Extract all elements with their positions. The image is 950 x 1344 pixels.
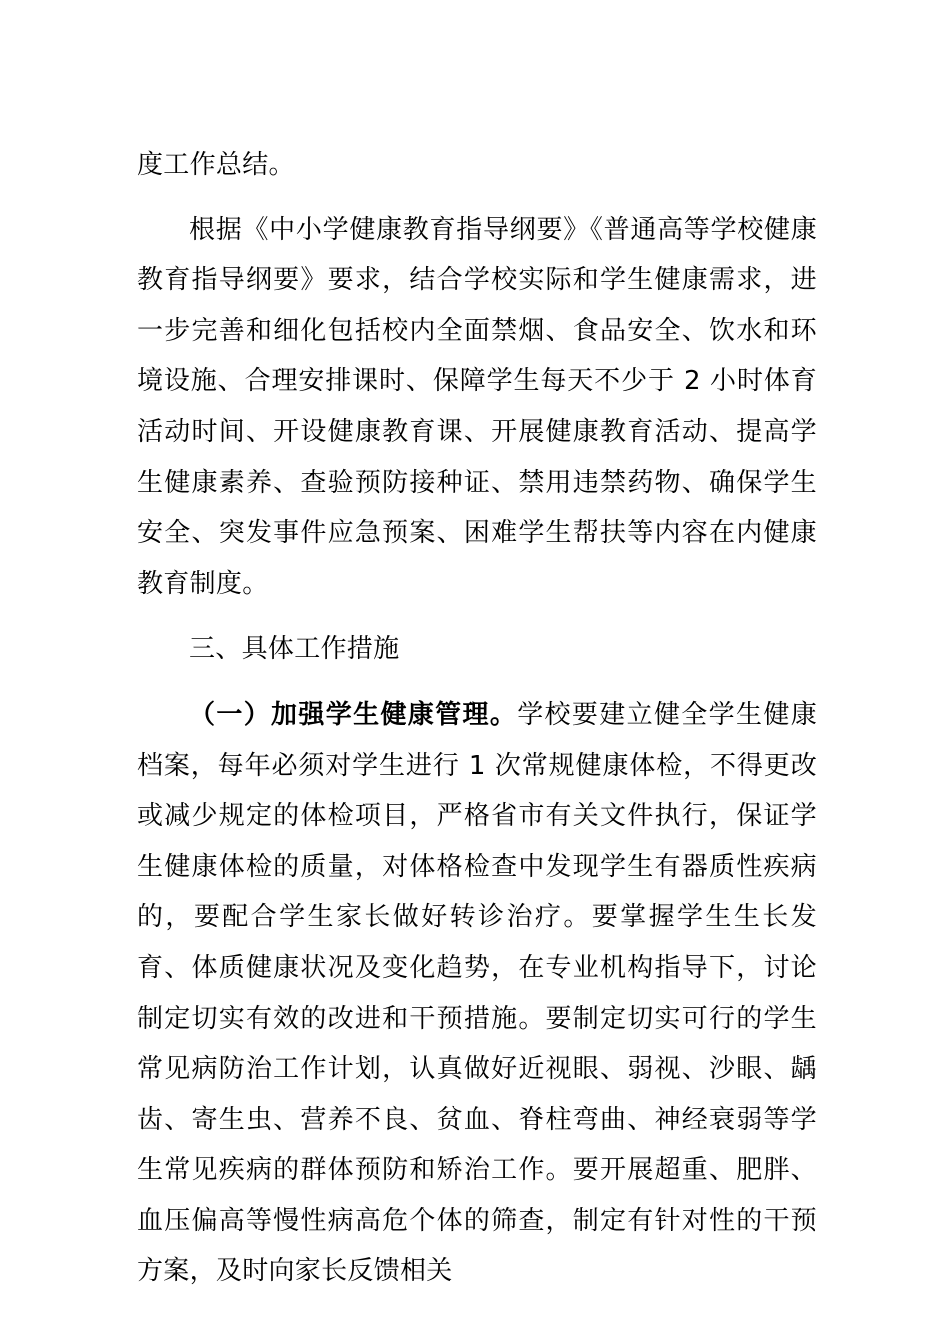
paragraph-health-management <box>137 690 817 1297</box>
paragraph-continuation: 度工作总结。 <box>137 150 295 180</box>
section-heading-measures: 三、具体工作措施 <box>189 634 400 665</box>
paragraph-health-education-system: 根据《中小学健康教育指导纲要》《普通高等学校健康教育指导纲要》要求，结合学校实际和学生健康需求，进一步完善和细化包括校内全面禁烟、食品安全、饮水和环境设施、合理安排课时、保障学生每天不少于 2 小时体育活动时间、开设健康教育课、开展健康教育活动、提高学生健康素养、查验预防接种证、禁用违禁药物、确保学生安全、突发事件应急预案、困难学生帮扶等内容在内健康教育制度。 <box>137 214 817 599</box>
subsection-body: 学校要建立健全学生健康档案，每年必须对学生进行 1 次常规健康体检，不得更改或减少规定的体检项目，严格省市有关文件执行，保证学生健康体检的质量，对体格检查中发现学生有器质性疾病的，要配合学生家长做好转诊治疗。要掌握学生生长发育、体质健康状况及变化趋势，在专业机构指导下，讨论制定切实有效的改进和干预措施。要制定切实可行的学生常见病防治工作计划，认真做好近视眼、弱视、沙眼、龋齿、寄生虫、营养不良、贫血、脊柱弯曲、神经衰弱等学生常见疾病的群体预防和矫治工作。要开展超重、肥胖、血压偏高等慢性病高危个体的筛查，制定有针对性的干预方案，及时向家长反馈相关 <box>137 699 817 1287</box>
subsection-title: （一）加强学生健康管理。 <box>189 699 518 730</box>
document-body <box>137 140 817 1297</box>
